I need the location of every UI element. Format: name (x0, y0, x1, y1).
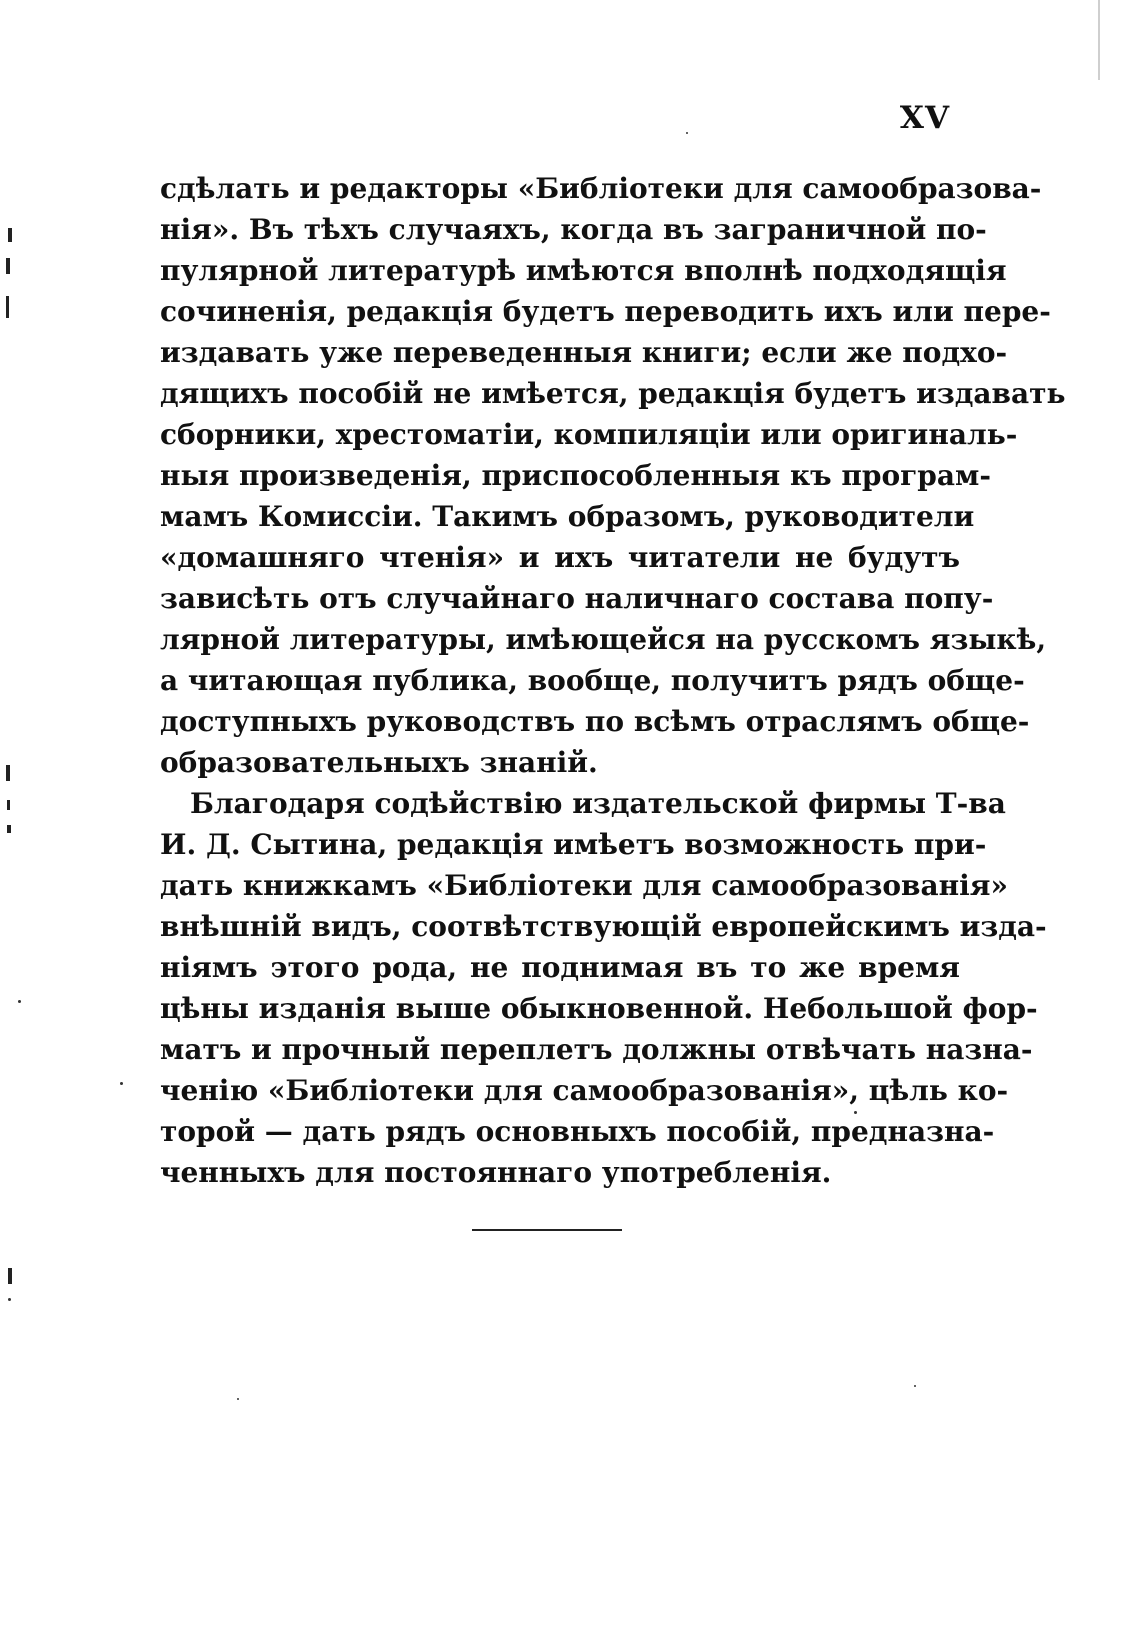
text-line: мамъ Комиссіи. Такимъ образомъ, руководители (160, 500, 975, 533)
text-line: пулярной литературѣ имѣются вполнѣ подходящія (160, 254, 1007, 287)
text-line: ніямъ этого рода, не поднимая въ то же время (160, 951, 960, 984)
scan-speck (854, 1111, 857, 1114)
scan-edge-line (1098, 0, 1100, 80)
scan-mark (7, 800, 10, 810)
text-line: ченныхъ для постояннаго употребленія. (160, 1156, 832, 1189)
text-line: нія». Въ тѣхъ случаяхъ, когда въ заграничной по- (160, 213, 987, 246)
text-line: образовательныхъ знаній. (160, 746, 598, 779)
scan-speck (914, 1385, 916, 1387)
scan-mark (7, 825, 11, 833)
scan-mark (8, 1268, 12, 1284)
scan-mark (8, 228, 12, 242)
text-line: издавать уже переведенныя книги; если же подхо- (160, 336, 1008, 369)
text-line: доступныхъ руководствъ по всѣмъ отраслямъ обще- (160, 705, 1030, 738)
text-line: ныя произведенія, приспособленныя къ програм- (160, 459, 991, 492)
text-line: сдѣлать и редакторы «Библіотеки для самообразова- (160, 172, 1042, 205)
paragraph-1 (160, 168, 1066, 783)
text-line: дать книжкамъ «Библіотеки для самообразованія» (160, 869, 1008, 902)
scan-mark (6, 258, 10, 274)
closing-rule (472, 1229, 622, 1231)
text-line: дящихъ пособій не имѣется, редакція будетъ издавать (160, 377, 1066, 410)
scan-mark (6, 765, 10, 781)
text-line: торой — дать рядъ основныхъ пособій, предназна- (160, 1115, 995, 1148)
text-line: внѣшній видъ, соотвѣтствующій европейскимъ изда- (160, 910, 1047, 943)
scan-mark (6, 296, 9, 318)
page-number: XV (899, 100, 950, 136)
scan-speck (18, 1000, 21, 1003)
paragraph-2 (160, 783, 1047, 1193)
scan-speck (8, 1298, 11, 1301)
text-line: И. Д. Сытина, редакція имѣетъ возможность при- (160, 828, 987, 861)
text-line: ченію «Библіотеки для самообразованія», цѣль ко- (160, 1074, 1009, 1107)
text-line: зависѣть отъ случайнаго наличнаго состава попу- (160, 582, 994, 615)
body-text (160, 168, 1066, 1193)
scan-speck (120, 1082, 123, 1085)
text-line: матъ и прочный переплетъ должны отвѣчать назна- (160, 1033, 1033, 1066)
text-line: а читающая публика, вообще, получитъ рядъ обще- (160, 664, 1025, 697)
text-line: лярной литературы, имѣющейся на русскомъ языкѣ, (160, 623, 1047, 656)
scan-speck (237, 1398, 239, 1400)
text-line: сочиненія, редакція будетъ переводить ихъ или пере- (160, 295, 1051, 328)
text-line: цѣны изданія выше обыкновенной. Небольшой фор- (160, 992, 1038, 1025)
text-line: «домашняго чтенія» и ихъ читатели не будутъ (160, 541, 960, 574)
scan-speck (686, 132, 688, 134)
text-line: Благодаря содѣйствію издательской фирмы Т-ва (190, 787, 1006, 820)
text-line: сборники, хрестоматіи, компиляціи или оригиналь- (160, 418, 1018, 451)
